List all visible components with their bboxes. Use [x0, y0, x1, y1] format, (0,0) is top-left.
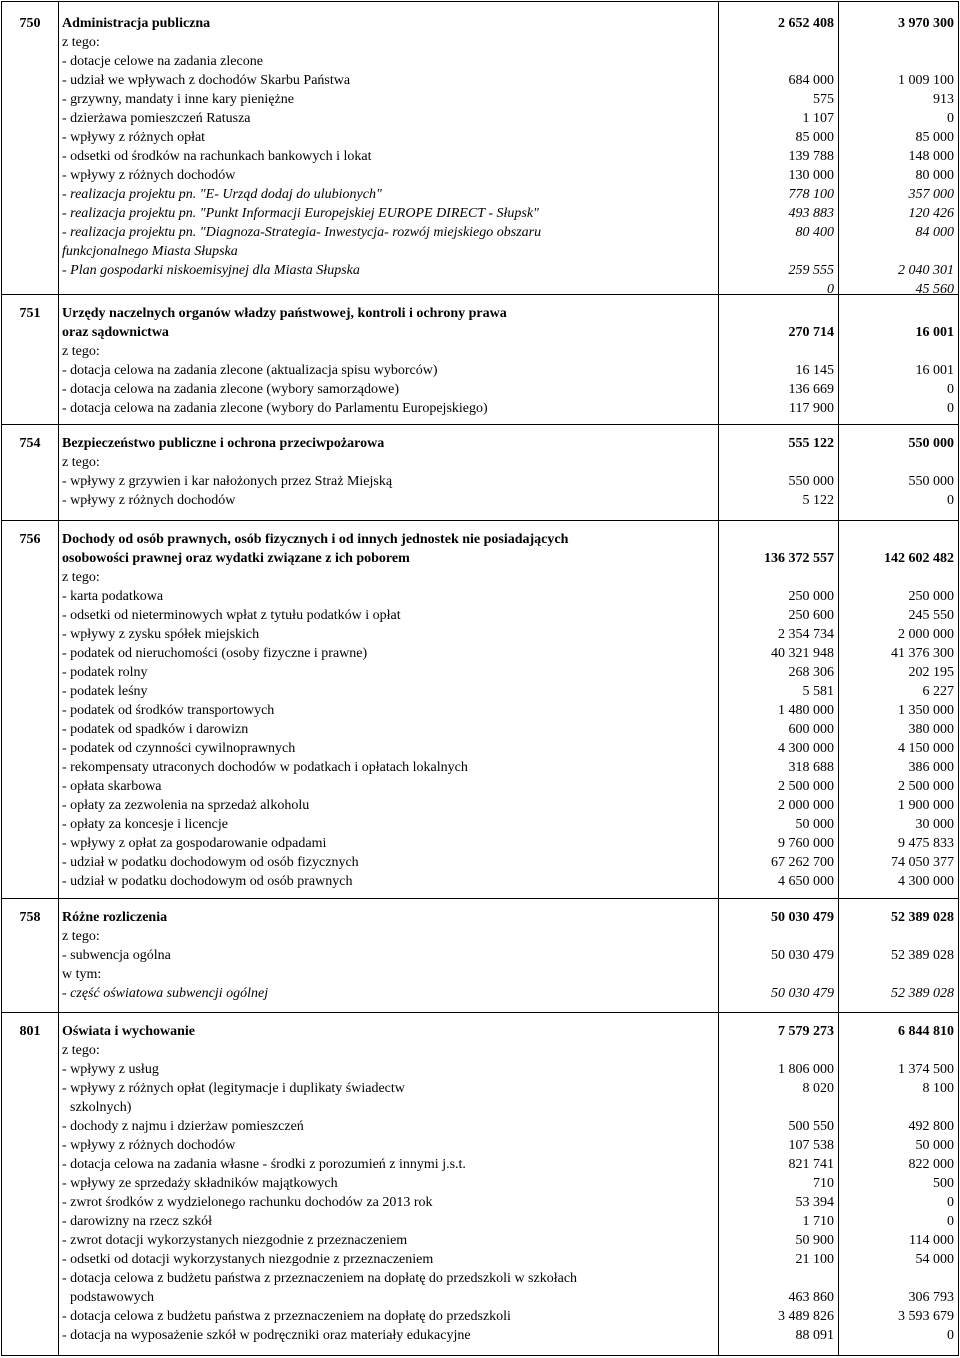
- table-row: [2, 1307, 958, 1326]
- value-col-1: 139 788: [788, 149, 834, 164]
- table-row: [2, 587, 958, 606]
- section-750: [2, 14, 958, 299]
- table-row: [2, 908, 958, 927]
- row-label: Bezpieczeństwo publiczne i ochrona przeciwpożarowa: [62, 436, 385, 451]
- row-label: - podatek leśny: [62, 684, 148, 699]
- value-col-1: 53 394: [795, 1195, 834, 1210]
- row-label: Administracja publiczna: [62, 16, 211, 31]
- table-row: [2, 1250, 958, 1269]
- table-row: [2, 14, 958, 33]
- row-label: z tego:: [62, 35, 100, 50]
- table-row: [2, 796, 958, 815]
- value-col-1: 130 000: [788, 168, 834, 183]
- value-col-1: 684 000: [788, 73, 834, 88]
- value-col-1: 50 900: [795, 1233, 834, 1248]
- value-col-1: 21 100: [795, 1252, 834, 1267]
- value-col-2: 492 800: [908, 1119, 954, 1134]
- table-row: [2, 342, 958, 361]
- row-label: - dotacja celowa na zadania własne - środki z porozumień z innymi j.s.t.: [62, 1157, 466, 1172]
- value-col-1: 50 030 479: [771, 986, 834, 1001]
- table-row: [2, 261, 958, 280]
- table-row: [2, 720, 958, 739]
- row-label: - wpływy z zysku spółek miejskich: [62, 627, 260, 642]
- value-col-2: 202 195: [908, 665, 954, 680]
- row-label: z tego:: [62, 929, 100, 944]
- row-label: z tego:: [62, 570, 100, 585]
- table-row: [2, 1060, 958, 1079]
- value-col-2: 822 000: [908, 1157, 954, 1172]
- row-label: - opłaty za koncesje i licencje: [62, 817, 228, 832]
- row-label: - wpływy z usług: [62, 1062, 159, 1077]
- row-label: - podatek od spadków i darowizn: [62, 722, 249, 737]
- value-col-2: 386 000: [908, 760, 954, 775]
- value-col-1: 2 000 000: [778, 798, 834, 813]
- value-col-2: 357 000: [908, 187, 954, 202]
- value-col-2: 1 374 500: [898, 1062, 954, 1077]
- value-col-2: 3 593 679: [898, 1309, 954, 1324]
- table-row: [2, 1174, 958, 1193]
- row-label: - dotacja celowa na zadania zlecone (wybory do Parlamentu Europejskiego): [62, 401, 488, 416]
- budget-table: [1, 1, 959, 1356]
- table-row: [2, 965, 958, 984]
- row-label: oraz sądownictwa: [62, 325, 169, 340]
- table-row: [2, 758, 958, 777]
- row-label: - wpływy z różnych opłat (legitymacje i duplikaty świadectw: [62, 1081, 405, 1096]
- value-col-2: 0: [947, 1195, 954, 1210]
- row-label: - udział we wpływach z dochodów Skarbu Państwa: [62, 73, 351, 88]
- row-label: - opłaty za zezwolenia na sprzedaż alkoholu: [62, 798, 310, 813]
- table-row: [2, 204, 958, 223]
- table-row: [2, 71, 958, 90]
- row-label: - udział w podatku dochodowym od osób fizycznych: [62, 855, 359, 870]
- value-col-1: 50 030 479: [771, 910, 834, 925]
- table-row: [2, 1231, 958, 1250]
- table-row: [2, 242, 958, 261]
- row-label: - dotacja na wyposażenie szkół w podręczniki oraz materiały edukacyjne: [62, 1328, 471, 1343]
- value-col-2: 6 227: [922, 684, 954, 699]
- row-label: Oświata i wychowanie: [62, 1024, 195, 1039]
- table-row: [2, 472, 958, 491]
- row-label: szkolnych): [70, 1100, 132, 1115]
- value-col-1: 268 306: [788, 665, 834, 680]
- section-code: 750: [19, 16, 41, 31]
- value-col-2: 0: [947, 493, 954, 508]
- table-row: [2, 90, 958, 109]
- row-label: - podatek od środków transportowych: [62, 703, 275, 718]
- row-label: - część oświatowa subwencji ogólnej: [62, 986, 269, 1001]
- value-col-2: 84 000: [915, 225, 954, 240]
- value-col-2: 380 000: [908, 722, 954, 737]
- value-col-2: 500: [933, 1176, 954, 1191]
- row-label: - dochody z najmu i dzierżaw pomieszczeń: [62, 1119, 304, 1134]
- row-label: - wpływy z grzywien i kar nałożonych przez Straż Miejską: [62, 474, 393, 489]
- table-row: [2, 663, 958, 682]
- value-col-2: 80 000: [915, 168, 954, 183]
- section-code: 754: [19, 436, 41, 451]
- value-col-1: 8 020: [802, 1081, 834, 1096]
- value-col-1: 270 714: [788, 325, 834, 340]
- value-col-1: 600 000: [788, 722, 834, 737]
- value-col-1: 5 122: [802, 493, 834, 508]
- value-col-1: 1 480 000: [778, 703, 834, 718]
- value-col-2: 52 389 028: [891, 986, 954, 1001]
- row-label: - karta podatkowa: [62, 589, 164, 604]
- table-row: [2, 361, 958, 380]
- table-row: [2, 927, 958, 946]
- value-col-2: 16 001: [915, 363, 954, 378]
- table-row: [2, 1098, 958, 1117]
- value-col-2: 0: [947, 382, 954, 397]
- value-col-1: 710: [813, 1176, 834, 1191]
- row-label: Urzędy naczelnych organów władzy państwowej, kontroli i ochrony prawa: [62, 306, 507, 321]
- table-row: [2, 33, 958, 52]
- table-row: [2, 399, 958, 418]
- row-label: - odsetki od środków na rachunkach bankowych i lokat: [62, 149, 372, 164]
- value-col-2: 0: [947, 1214, 954, 1229]
- table-row: [2, 304, 958, 323]
- value-col-2: 3 970 300: [898, 16, 954, 31]
- row-label: - zwrot dotacji wykorzystanych niezgodnie z przeznaczeniem: [62, 1233, 408, 1248]
- section-756: [2, 530, 958, 891]
- row-label: - wpływy z różnych dochodów: [62, 168, 236, 183]
- value-col-2: 1 350 000: [898, 703, 954, 718]
- table-row: [2, 1117, 958, 1136]
- value-col-1: 575: [813, 92, 834, 107]
- value-col-1: 136 372 557: [764, 551, 834, 566]
- row-label: - podatek rolny: [62, 665, 148, 680]
- value-col-2: 6 844 810: [898, 1024, 954, 1039]
- value-col-2: 1 009 100: [898, 73, 954, 88]
- table-row: [2, 834, 958, 853]
- value-col-2: 9 475 833: [898, 836, 954, 851]
- table-row: [2, 52, 958, 71]
- value-col-1: 4 300 000: [778, 741, 834, 756]
- value-col-1: 2 354 734: [778, 627, 834, 642]
- value-col-1: 2 652 408: [778, 16, 834, 31]
- row-label: - wpływy z różnych dochodów: [62, 1138, 236, 1153]
- row-label: - realizacja projektu pn. "Diagnoza-Strategia- Inwestycja- rozwój miejskiego obszaru: [62, 225, 542, 240]
- table-row: [2, 109, 958, 128]
- value-col-2: 114 000: [909, 1233, 954, 1248]
- row-label: - udział w podatku dochodowym od osób prawnych: [62, 874, 353, 889]
- row-label: - realizacja projektu pn. "Punkt Informacji Europejskiej EUROPE DIRECT - Słupsk": [62, 206, 539, 221]
- value-col-2: 41 376 300: [891, 646, 954, 661]
- value-col-2: 16 001: [915, 325, 954, 340]
- value-col-2: 306 793: [908, 1290, 954, 1305]
- value-col-2: 50 000: [915, 1138, 954, 1153]
- value-col-2: 250 000: [908, 589, 954, 604]
- value-col-2: 1 900 000: [898, 798, 954, 813]
- row-label: - wpływy z różnych dochodów: [62, 493, 236, 508]
- row-label: - wpływy ze sprzedaży składników majątkowych: [62, 1176, 338, 1191]
- row-label: osobowości prawnej oraz wydatki związane z ich poborem: [62, 551, 410, 566]
- section-code: 751: [19, 306, 41, 321]
- table-row: [2, 739, 958, 758]
- value-col-1: 85 000: [795, 130, 834, 145]
- value-col-1: 1 806 000: [778, 1062, 834, 1077]
- table-row: [2, 166, 958, 185]
- value-col-2: 550 000: [908, 474, 954, 489]
- value-col-2: 52 389 028: [891, 910, 954, 925]
- value-col-1: 250 600: [788, 608, 834, 623]
- row-label: - dotacja celowa z budżetu państwa z przeznaczeniem na dopłatę do przedszkoli w szkołach: [62, 1271, 578, 1286]
- table-row: [2, 1136, 958, 1155]
- row-label: Dochody od osób prawnych, osób fizycznych i od innych jednostek nie posiadających: [62, 532, 569, 547]
- value-col-2: 148 000: [908, 149, 954, 164]
- row-label: Różne rozliczenia: [62, 910, 168, 925]
- value-col-1: 250 000: [788, 589, 834, 604]
- row-label: - podatek od nieruchomości (osoby fizyczne i prawne): [62, 646, 368, 661]
- section-separator: [2, 294, 958, 295]
- section-801: [2, 1022, 958, 1345]
- row-label: - dzierżawa pomieszczeń Ratusza: [62, 111, 251, 126]
- value-col-1: 107 538: [788, 1138, 834, 1153]
- table-row: [2, 1022, 958, 1041]
- value-col-2: 2 500 000: [898, 779, 954, 794]
- table-row: [2, 946, 958, 965]
- section-code: 801: [19, 1024, 41, 1039]
- table-row: [2, 984, 958, 1003]
- table-row: [2, 701, 958, 720]
- value-col-1: 7 579 273: [778, 1024, 834, 1039]
- table-row: [2, 853, 958, 872]
- row-label: - odsetki od nieterminowych wpłat z tytułu podatków i opłat: [62, 608, 401, 623]
- row-label: z tego:: [62, 1043, 100, 1058]
- row-label: - odsetki od dotacji wykorzystanych niezgodnie z przeznaczeniem: [62, 1252, 434, 1267]
- value-col-1: 50 030 479: [771, 948, 834, 963]
- table-row: [2, 644, 958, 663]
- section-758: [2, 908, 958, 1003]
- value-col-2: 550 000: [908, 436, 954, 451]
- section-separator: [2, 898, 958, 899]
- table-row: [2, 380, 958, 399]
- value-col-1: 9 760 000: [778, 836, 834, 851]
- row-label: - zwrot środków z wydzielonego rachunku dochodów za 2013 rok: [62, 1195, 433, 1210]
- value-col-1: 88 091: [795, 1328, 834, 1343]
- value-col-1: 259 555: [788, 263, 834, 278]
- value-col-1: 318 688: [788, 760, 834, 775]
- row-label: - dotacja celowa na zadania zlecone (wybory samorządowe): [62, 382, 399, 397]
- value-col-1: 463 860: [788, 1290, 834, 1305]
- value-col-1: 0: [827, 282, 834, 297]
- row-label: - rekompensaty utraconych dochodów w podatkach i opłatach lokalnych: [62, 760, 468, 775]
- value-col-1: 821 741: [788, 1157, 834, 1172]
- value-col-1: 493 883: [788, 206, 834, 221]
- row-label: - Plan gospodarki niskoemisyjnej dla Miasta Słupska: [62, 263, 360, 278]
- section-separator: [2, 520, 958, 521]
- value-col-2: 142 602 482: [884, 551, 954, 566]
- value-col-2: 30 000: [915, 817, 954, 832]
- row-label: z tego:: [62, 344, 100, 359]
- value-col-1: 40 321 948: [771, 646, 834, 661]
- row-label: - wpływy z opłat za gospodarowanie odpadami: [62, 836, 327, 851]
- table-row: [2, 1079, 958, 1098]
- row-label: - podatek od czynności cywilnoprawnych: [62, 741, 296, 756]
- table-row: [2, 1193, 958, 1212]
- table-row: [2, 185, 958, 204]
- table-row: [2, 223, 958, 242]
- value-col-2: 120 426: [908, 206, 954, 221]
- row-label: - darowizny na rzecz szkół: [62, 1214, 213, 1229]
- table-row: [2, 453, 958, 472]
- table-row: [2, 1212, 958, 1231]
- value-col-1: 5 581: [802, 684, 834, 699]
- row-label: z tego:: [62, 455, 100, 470]
- table-row: [2, 815, 958, 834]
- table-row: [2, 606, 958, 625]
- row-label: - opłata skarbowa: [62, 779, 162, 794]
- table-row: [2, 1269, 958, 1288]
- value-col-1: 50 000: [795, 817, 834, 832]
- section-754: [2, 434, 958, 510]
- table-row: [2, 147, 958, 166]
- value-col-2: 45 560: [915, 282, 954, 297]
- value-col-2: 2 000 000: [898, 627, 954, 642]
- value-col-2: 54 000: [915, 1252, 954, 1267]
- table-row: [2, 625, 958, 644]
- value-col-2: 0: [947, 401, 954, 416]
- table-row: [2, 682, 958, 701]
- value-col-2: 2 040 301: [898, 263, 954, 278]
- table-row: [2, 872, 958, 891]
- value-col-1: 555 122: [788, 436, 834, 451]
- value-col-1: 550 000: [788, 474, 834, 489]
- value-col-2: 85 000: [915, 130, 954, 145]
- row-label: - grzywny, mandaty i inne kary pieniężne: [62, 92, 294, 107]
- row-label: - wpływy z różnych opłat: [62, 130, 206, 145]
- value-col-2: 8 100: [922, 1081, 954, 1096]
- table-row: [2, 777, 958, 796]
- table-row: [2, 128, 958, 147]
- row-label: w tym:: [62, 967, 102, 982]
- table-row: [2, 568, 958, 587]
- value-col-2: 913: [933, 92, 954, 107]
- value-col-2: 0: [947, 1328, 954, 1343]
- table-row: [2, 1155, 958, 1174]
- row-label: - dotacja celowa na zadania zlecone (aktualizacja spisu wyborców): [62, 363, 438, 378]
- row-label: podstawowych: [70, 1290, 154, 1305]
- section-code: 758: [19, 910, 41, 925]
- row-label: - subwencja ogólna: [62, 948, 171, 963]
- value-col-2: 52 389 028: [891, 948, 954, 963]
- value-col-2: 4 150 000: [898, 741, 954, 756]
- table-row: [2, 1326, 958, 1345]
- table-row: [2, 549, 958, 568]
- value-col-1: 2 500 000: [778, 779, 834, 794]
- row-label: - dotacja celowa z budżetu państwa z przeznaczeniem na dopłatę do przedszkoli: [62, 1309, 511, 1324]
- table-row: [2, 280, 958, 299]
- value-col-1: 136 669: [788, 382, 834, 397]
- value-col-1: 16 145: [795, 363, 834, 378]
- row-label: - dotacje celowe na zadania zlecone: [62, 54, 263, 69]
- value-col-1: 1 107: [802, 111, 834, 126]
- table-row: [2, 530, 958, 549]
- value-col-2: 245 550: [908, 608, 954, 623]
- value-col-1: 67 262 700: [771, 855, 834, 870]
- value-col-1: 80 400: [795, 225, 834, 240]
- section-code: 756: [19, 532, 41, 547]
- value-col-2: 74 050 377: [891, 855, 954, 870]
- value-col-1: 1 710: [802, 1214, 834, 1229]
- value-col-1: 117 900: [789, 401, 834, 416]
- value-col-1: 500 550: [788, 1119, 834, 1134]
- table-row: [2, 1288, 958, 1307]
- section-751: [2, 304, 958, 418]
- value-col-2: 4 300 000: [898, 874, 954, 889]
- value-col-1: 3 489 826: [778, 1309, 834, 1324]
- table-row: [2, 434, 958, 453]
- section-separator: [2, 424, 958, 425]
- row-label: - realizacja projektu pn. "E- Urząd dodaj do ulubionych": [62, 187, 382, 202]
- value-col-2: 0: [947, 111, 954, 126]
- value-col-1: 778 100: [788, 187, 834, 202]
- table-row: [2, 1041, 958, 1060]
- table-row: [2, 323, 958, 342]
- section-separator: [2, 1012, 958, 1013]
- value-col-1: 4 650 000: [778, 874, 834, 889]
- table-row: [2, 491, 958, 510]
- row-label: funkcjonalnego Miasta Słupska: [62, 244, 238, 259]
